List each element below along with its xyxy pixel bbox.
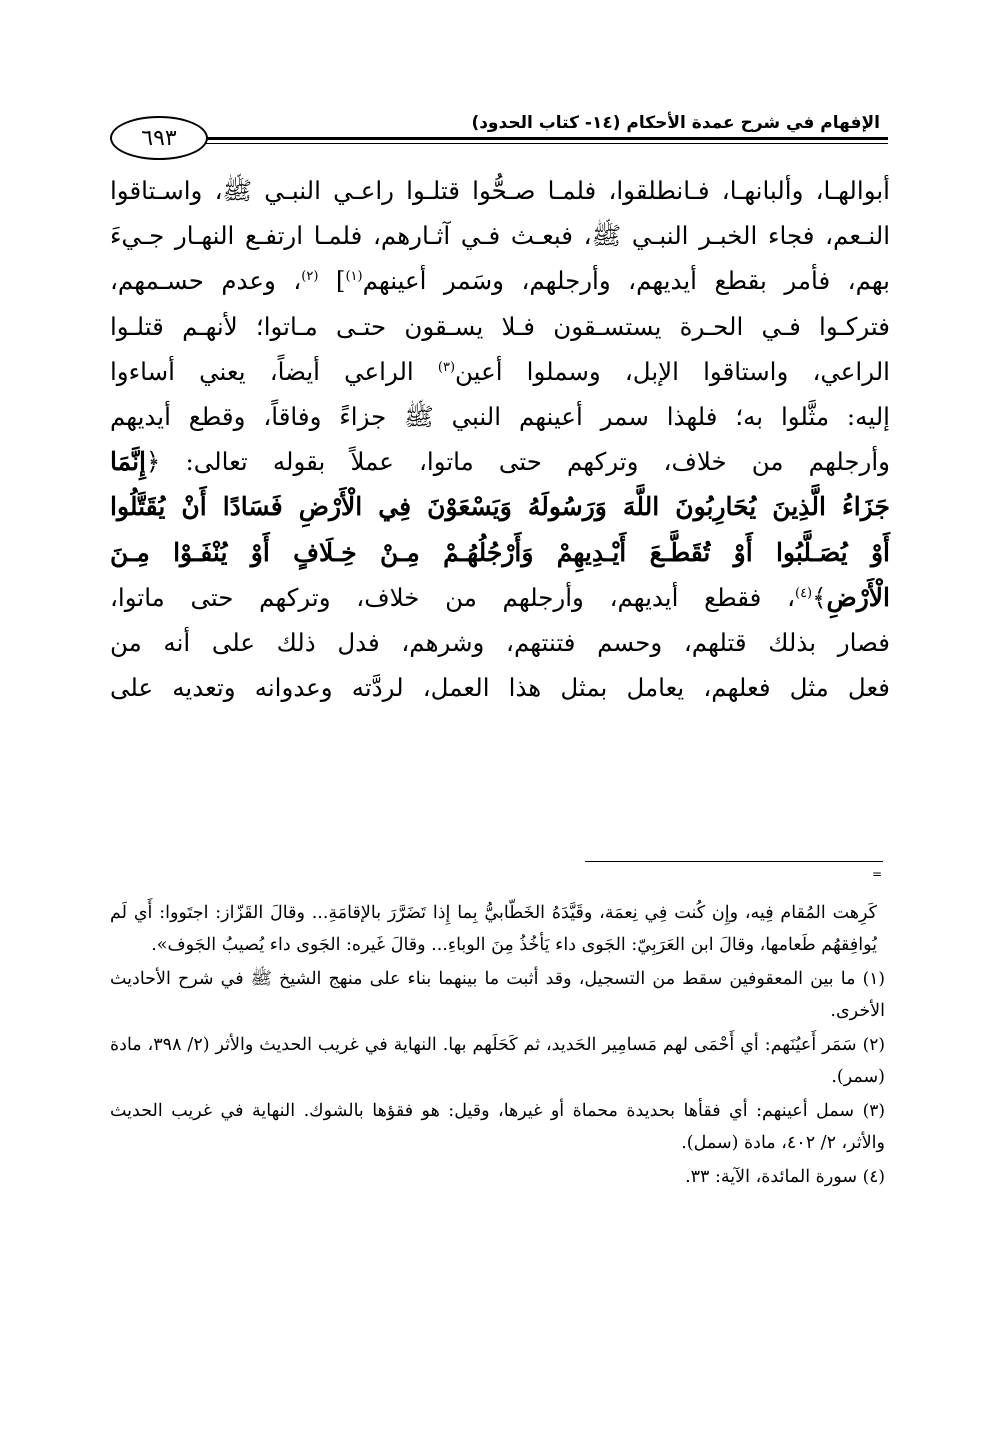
- footnote-3-number: (٣): [862, 1101, 885, 1121]
- text-line-7-start: وأرجلهم من خلاف، وتركهم حتى ماتوا، عملاً بقوله تعالى: ﴿: [145, 447, 890, 477]
- verse-start-word: إِنَّمَا: [110, 447, 146, 477]
- footnote-ref-2: (٢): [301, 269, 319, 285]
- footnote-continuation-line-1: كَرِهت المُقام فِيه، وإِن كُنت فِي نِعمَة، وقَيَّدَهُ الخَطّابيُّ بِما إِذا تَضَرَّرَ بالإقامَةِ... وقالَ القَزّاز:: [215, 903, 877, 923]
- text-line-4: فتركـوا فـي الحـرة يستسـقون فـلا يسـقون حتـى مـاتوا؛ لأنهـم قتلـوا: [110, 311, 890, 341]
- main-text: [110, 168, 890, 710]
- text-line-5-end: الراعي أيضاً، يعني أساءوا: [110, 356, 438, 386]
- quran-verse-line-2: أَوْ يُصَـلَّبُوا أَوْ تُقَطَّـعَ أَيْـدِيهِمْ وَأَرْجُلُهُـمْ مِـنْ خِـلَافٍ أَوْ يُنْفَـوْا مِـنَ: [110, 537, 890, 567]
- running-title: الإفهام في شرح عمدة الأحكام (١٤- كتاب الحدود): [471, 113, 880, 133]
- footnote-continuation-line-3: الجَوى داء يُصيبُ الجَوف».: [151, 935, 341, 955]
- header-rule-thin: [206, 143, 888, 144]
- footnote-continuation: [110, 897, 885, 961]
- footnote-3: [110, 1095, 885, 1159]
- verse-close-bracket: ﴾: [812, 582, 827, 612]
- footnote-1-text: ما بين المعقوفين سقط من التسجيل، وقد أثبت ما بينهما بناء على منهج الشيخ ﷺ في شرح الأحاديث الأخرى.: [110, 969, 885, 1021]
- footnote-continuation-line-2: اجتَووا: أَي لَم يُوافِقهُم طَعامها، وقالَ ابن العَرَبِيّ: الجَوى داء يَأخُذُ مِنَ الوباءِ... وقالَ غَيره:: [110, 903, 877, 955]
- text-line-11: فصار بذلك قتلهم، وحسم فتنتهم، وشرهم، فدل ذلك على أنه من: [110, 628, 890, 658]
- footnote-2-number: (٢): [862, 1035, 885, 1055]
- footnotes: [110, 897, 885, 1195]
- text-line-3: [110, 258, 890, 303]
- text-line-3-end: ، وعدم حسـمهم،: [110, 266, 302, 296]
- bracket-close: ]: [318, 266, 346, 296]
- footnote-continue-mark: =: [872, 867, 883, 881]
- text-line-10: [110, 575, 890, 620]
- footnote-1: [110, 963, 885, 1027]
- footnote-2: [110, 1029, 885, 1093]
- quran-verse-line-1: جَزَاءُ الَّذِينَ يُحَارِبُونَ اللَّهَ وَرَسُولَهُ وَيَسْعَوْنَ فِي الْأَرْضِ فَسَادًا أَنْ يُقَتَّلُوا: [110, 492, 890, 522]
- text-line-5: [110, 349, 890, 394]
- footnote-4-number: (٤): [862, 1167, 885, 1187]
- verse-end-word: الْأَرْضِ: [826, 582, 890, 612]
- page-header: [110, 110, 888, 160]
- footnote-separator: [585, 861, 883, 862]
- footnote-ref-3: (٣): [437, 359, 456, 375]
- footnote-ref-4: (٤): [794, 585, 813, 601]
- footnote-4: [110, 1161, 885, 1193]
- text-line-6: إليه: مثَّلوا به؛ فلهذا سمر أعينهم النبي ﷺ جزاءً وفاقاً، وقطع أيديهم: [110, 402, 890, 432]
- footnote-3-text: سمل أعينهم: أي فقأها بحديدة محماة أو غيرها، وقيل: هو فقؤها بالشوك. النهاية في غريب الحديث والأثر، ٢/ ٤٠٢، مادة (سمل).: [110, 1101, 885, 1153]
- text-line-1: أبوالهـا، وألبانهـا، فـانطلقوا، فلمـا صـحُّوا قتلـوا راعـي النبـي ﷺ، واسـتاقوا: [110, 176, 890, 205]
- footnote-2-text: سَمَر أَعيُنَهم: أي أَحْمَى لهم مَسامِير الحَديد، ثم كَحَلَهم بها. النهاية في غريب الحديث والأثر (٢/ ٣٩٨، مادة (سمر).: [110, 1035, 885, 1087]
- footnote-4-text: سورة المائدة، الآية: ٣٣.: [685, 1167, 857, 1187]
- text-line-10-end: ، فقطع أيديهم، وأرجلهم من خلاف، وتركهم حتى ماتوا،: [110, 582, 795, 612]
- header-rule-thick: [206, 137, 888, 140]
- text-line-3-start: بهم، فأمر بقطع أيديهم، وأرجلهم، وسَمر أعينهم: [362, 266, 890, 296]
- footnote-1-number: (١): [862, 969, 885, 989]
- text-line-7: [110, 439, 890, 484]
- text-line-12: فعل مثل فعلهم، يعامل بمثل هذا العمل، لردَّته وعدوانه وتعديه على: [110, 673, 890, 703]
- footnote-ref-1: (١): [345, 269, 363, 285]
- text-line-2: النـعم، فجاء الخبـر النبـي ﷺ، فبعـث فـي آثـارهم، فلمـا ارتفـع النهـار جـيءَ: [110, 221, 890, 251]
- text-line-5-start: الراعي، واستاقوا الإبل، وسملوا أعين: [455, 356, 890, 386]
- page-number: ٦٩٣: [110, 116, 208, 160]
